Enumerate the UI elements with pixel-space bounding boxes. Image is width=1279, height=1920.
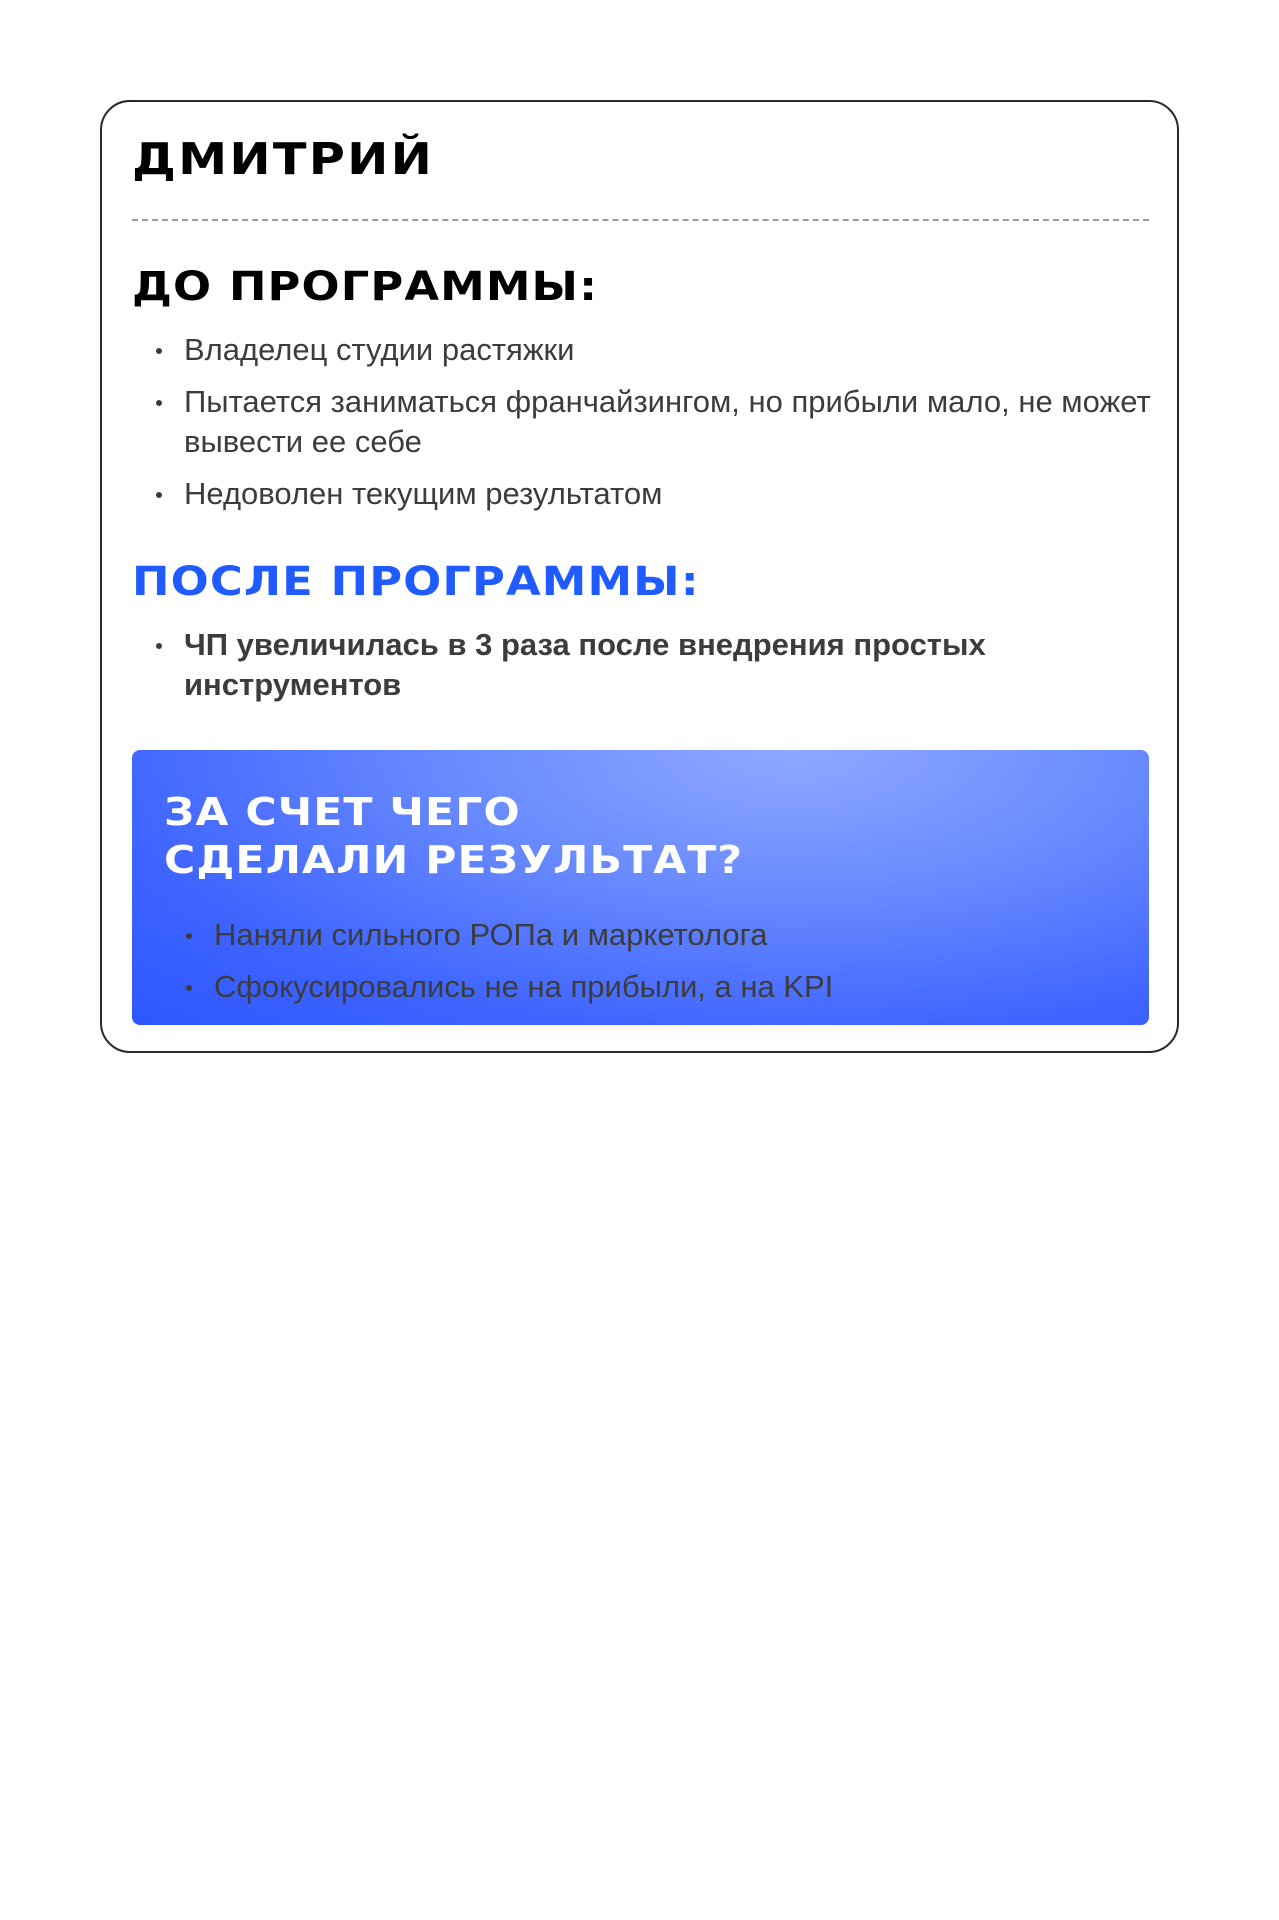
result-list — [182, 915, 1149, 1019]
list-item: Недоволен текущим результатом — [152, 474, 1152, 514]
case-card — [100, 100, 1179, 1053]
list-item: ЧП увеличилась в 3 раза после внедрения простых инструментов — [152, 625, 1152, 705]
before-program-title: ДО ПРОГРАММЫ: — [132, 264, 599, 310]
dashed-divider — [132, 219, 1149, 221]
result-title-line: СДЕЛАЛИ РЕЗУЛЬТАТ? — [164, 838, 744, 882]
list-item: Пытается заниматься франчайзингом, но прибыли мало, не может вывести ее себе — [152, 382, 1152, 462]
after-program-list — [152, 625, 1152, 717]
list-item: Сфокусировались не на прибыли, а на KPI — [182, 967, 1149, 1007]
person-name: ДМИТРИЙ — [132, 134, 435, 185]
before-program-list — [152, 330, 1152, 526]
after-program-title: ПОСЛЕ ПРОГРАММЫ: — [132, 559, 700, 605]
result-title-line: ЗА СЧЕТ ЧЕГО — [164, 790, 521, 834]
result-title — [164, 788, 743, 884]
list-item: Наняли сильного РОПа и маркетолога — [182, 915, 1149, 955]
result-highlight-box — [132, 750, 1149, 1025]
list-item: Владелец студии растяжки — [152, 330, 1152, 370]
